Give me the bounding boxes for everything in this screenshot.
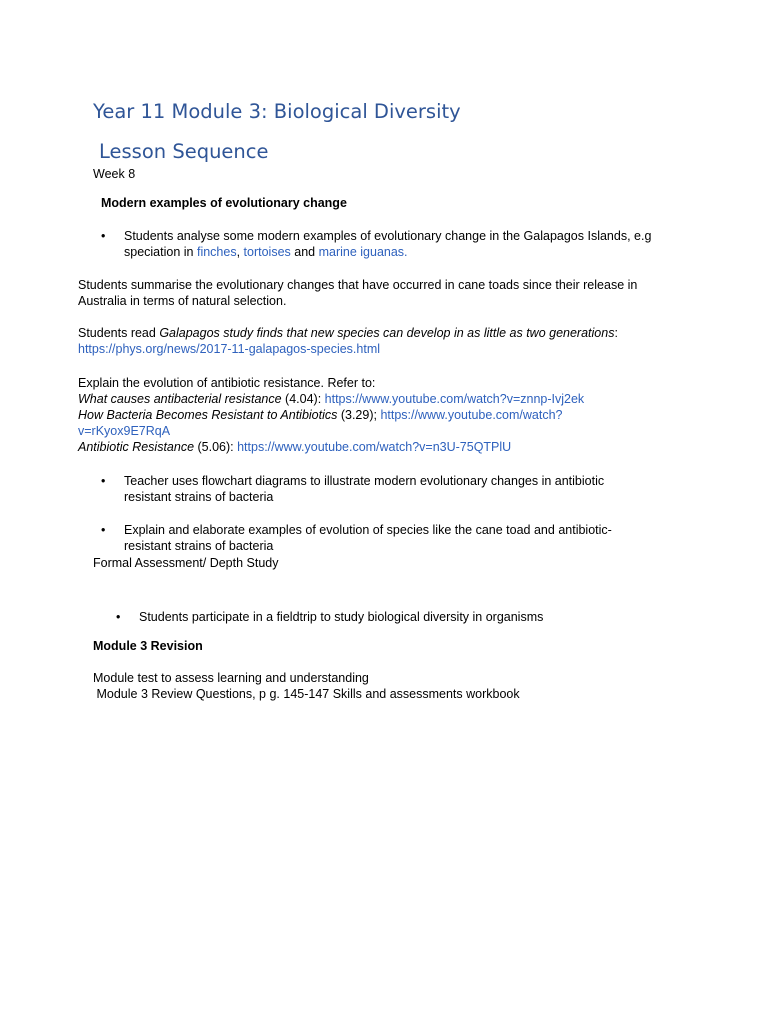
cane-toads-paragraph-line2: Australia in terms of natural selection. bbox=[78, 294, 287, 308]
document-title: Year 11 Module 3: Biological Diversity bbox=[93, 100, 461, 123]
reading-prefix: Students read bbox=[78, 326, 160, 340]
bullet-text: Students analyse some modern examples of evolutionary change in the Galapagos Islands, e.g bbox=[124, 229, 652, 243]
teacher-bullet-line2: resistant strains of bacteria bbox=[124, 490, 274, 504]
bullet-marker: • bbox=[101, 523, 106, 537]
galapagos-reading-line1 bbox=[78, 325, 618, 341]
ref1-title: What causes antibacterial resistance bbox=[78, 392, 282, 406]
reading-colon: : bbox=[614, 326, 618, 340]
antibiotic-intro: Explain the evolution of antibiotic resistance. Refer to: bbox=[78, 376, 376, 390]
ref1-duration: (4.04): bbox=[281, 392, 325, 406]
bullet-text-line2 bbox=[124, 244, 408, 260]
teacher-bullet-line1: Teacher uses flowchart diagrams to illustrate modern evolutionary changes in antibiotic bbox=[124, 474, 605, 488]
cane-toads-paragraph-line1: Students summarise the evolutionary changes that have occurred in cane toads since their release in bbox=[78, 278, 638, 292]
revision-line1: Module test to assess learning and understanding bbox=[93, 671, 369, 685]
bullet-text-prefix: speciation in bbox=[124, 245, 197, 259]
ref2-title: How Bacteria Becomes Resistant to Antibiotics bbox=[78, 408, 338, 422]
ref2-duration: (3.29); bbox=[337, 408, 381, 422]
formal-assessment-label: Formal Assessment/ Depth Study bbox=[93, 556, 279, 570]
comma: , bbox=[236, 245, 244, 259]
revision-line2: Module 3 Review Questions, p g. 145-147 Skills and assessments workbook bbox=[93, 687, 520, 701]
ref2-link-continued[interactable]: v=rKyox9E7RqA bbox=[78, 424, 171, 438]
marine-iguanas-link[interactable]: marine iguanas. bbox=[318, 245, 408, 259]
ref1-link[interactable]: https://www.youtube.com/watch?v=znnp-Ivj2ek bbox=[324, 392, 585, 406]
week-label: Week 8 bbox=[93, 167, 136, 181]
antibiotic-ref2 bbox=[78, 407, 562, 423]
bullet-marker: • bbox=[101, 229, 106, 243]
article-title: Galapagos study finds that new species can develop in as little as two generations bbox=[159, 326, 615, 340]
section-heading: Modern examples of evolutionary change bbox=[101, 196, 347, 210]
explain-bullet-line1: Explain and elaborate examples of evolution of species like the cane toad and antibiotic- bbox=[124, 523, 612, 537]
antibiotic-ref1 bbox=[78, 391, 584, 407]
revision-heading: Module 3 Revision bbox=[93, 639, 203, 653]
ref2-link[interactable]: https://www.youtube.com/watch? bbox=[380, 408, 563, 422]
document-subtitle: Lesson Sequence bbox=[99, 140, 269, 163]
bullet-marker: • bbox=[116, 610, 121, 624]
ref3-link[interactable]: https://www.youtube.com/watch?v=n3U-75QTPlU bbox=[237, 440, 512, 454]
antibiotic-ref3 bbox=[78, 439, 511, 455]
fieldtrip-bullet: Students participate in a fieldtrip to study biological diversity in organisms bbox=[139, 610, 544, 624]
finches-link[interactable]: finches bbox=[196, 245, 237, 259]
bullet-marker: • bbox=[101, 474, 106, 488]
and-text: and bbox=[290, 245, 319, 259]
explain-bullet-line2: resistant strains of bacteria bbox=[124, 539, 274, 553]
ref3-duration: (5.06): bbox=[194, 440, 238, 454]
ref3-title: Antibiotic Resistance bbox=[78, 440, 195, 454]
tortoises-link[interactable]: tortoises bbox=[243, 245, 291, 259]
phys-org-link[interactable]: https://phys.org/news/2017-11-galapagos-species.html bbox=[78, 342, 381, 356]
